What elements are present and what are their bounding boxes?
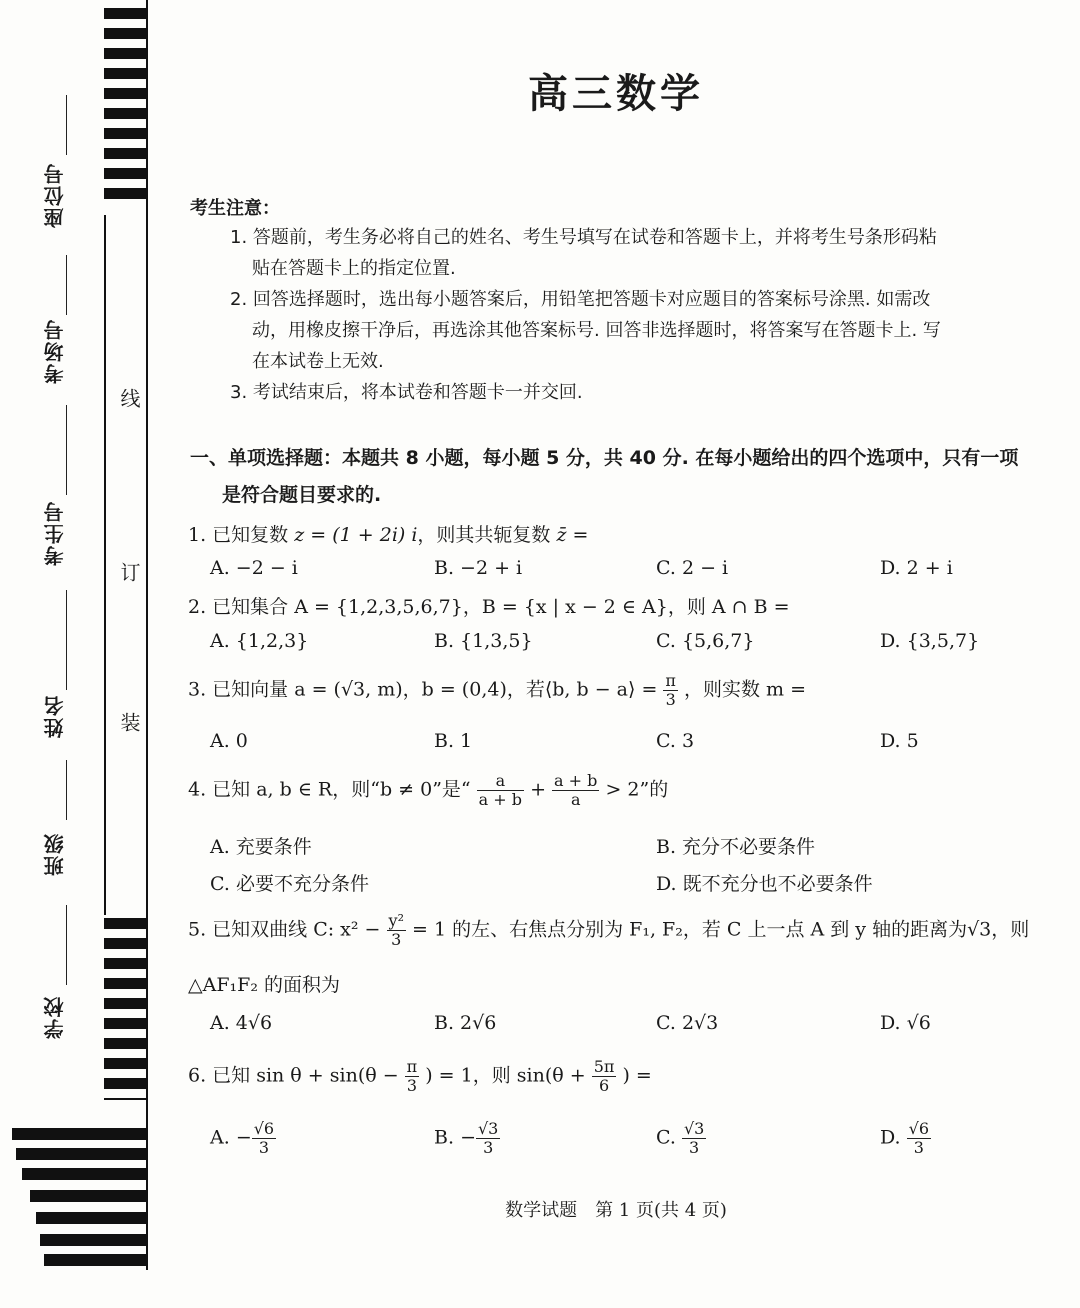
binding-word-line: 线 (117, 388, 141, 408)
fraction: $\frac{\text{y²}}{3}$ (388, 911, 404, 949)
q6-option-a: A. − $\frac{√6}{3}$ (210, 1119, 275, 1157)
seat-number-label: 座位号 (43, 162, 67, 228)
page-footer: 数学试题 第 1 页(共 4 页) (505, 1200, 727, 1221)
exam-title: 高三数学 (528, 71, 704, 117)
notice-heading: 考生注意： (190, 198, 280, 219)
fraction: $\frac{\pi}{3}$ (406, 1057, 418, 1095)
q5-option-a: A. 4√6 (210, 1012, 273, 1034)
q1-option-a: A. −2 − i (210, 557, 298, 579)
q2-option-c: C. {5,6,7} (656, 630, 755, 652)
margin-rule (66, 405, 67, 495)
corner-mark (40, 1234, 146, 1246)
q4-option-a: A. 充要条件 (210, 836, 312, 858)
q3-option-b: B. 1 (434, 730, 473, 752)
q2-option-b: B. {1,3,5} (434, 630, 533, 652)
q4-option-c: C. 必要不充分条件 (210, 873, 369, 895)
fraction: $\frac{\pi}{3}$ (665, 671, 676, 709)
binding-word-staple: 订 (117, 562, 141, 582)
binding-margin (0, 0, 160, 1308)
timing-marks-top (104, 8, 148, 208)
question-5: 5. 已知双曲线 C: x² − $\frac{\text{y²}}{3}$ = 1 的左、右焦点分别为 F₁, F₂，若 C 上一点 A 到 y 轴的距离为√3，则 (188, 911, 1030, 949)
question-3: 3. 已知向量 a = (√3, m)，b = (0,4)，若⟨b, b − a⟩ = $\frac{\pi}{3}$ ，则实数 m = (188, 671, 807, 709)
margin-border (146, 0, 148, 1270)
margin-rule (66, 590, 67, 690)
margin-rule (66, 760, 67, 820)
q1-option-d: D. 2 + i (880, 557, 953, 579)
question-6: 6. 已知 sin θ + sin(θ − $\frac{\pi}{3}$ ) = 1，则 sin(θ + $\frac{5\pi}{6}$ ) = (188, 1057, 652, 1095)
q5-option-c: C. 2√3 (656, 1012, 719, 1034)
notice-item: 3. 考试结束后，将本试卷和答题卡一并交回. (230, 382, 583, 403)
q4-option-b: B. 充分不必要条件 (656, 836, 816, 858)
margin-rule (66, 255, 67, 315)
question-4: 4. 已知 a, b ∈ R，则“b ≠ 0”是“ $\frac{a}{a + b}$ + $\frac{a + b}{a}$ > 2”的 (188, 771, 669, 809)
q3-option-d: D. 5 (880, 730, 919, 752)
corner-mark (36, 1212, 146, 1224)
margin-rule (66, 95, 67, 155)
corner-mark (16, 1148, 146, 1160)
binding-word-bind: 装 (117, 712, 141, 732)
q4-option-d: D. 既不充分也不必要条件 (656, 873, 873, 895)
q1-option-b: B. −2 + i (434, 557, 523, 579)
q5-option-b: B. 2√6 (434, 1012, 497, 1034)
q6-option-b: B. − $\frac{√3}{3}$ (434, 1119, 499, 1157)
margin-border (104, 1098, 148, 1100)
margin-border (104, 215, 106, 915)
corner-mark (44, 1254, 146, 1266)
q1-option-c: C. 2 − i (656, 557, 729, 579)
timing-marks-bottom (104, 918, 148, 1098)
question-1: 1. 已知复数 z = (1 + 2i) i，则其共轭复数 z̄ = (188, 524, 589, 546)
q6-option-d: D. $\frac{√6}{3}$ (880, 1119, 930, 1157)
q2-option-a: A. {1,2,3} (210, 630, 309, 652)
section-heading: 一、单项选择题：本题共 8 小题，每小题 5 分，共 40 分. 在每小题给出的四个选项中，只有一项 是符合题目要求的. (190, 447, 1019, 506)
fraction: $\frac{a + b}{a}$ (554, 771, 598, 809)
candidate-number-label: 考生号 (43, 500, 67, 566)
corner-mark (22, 1168, 146, 1180)
fraction: $\frac{a}{a + b}$ (478, 771, 523, 809)
q3-option-c: C. 3 (656, 730, 695, 752)
corner-mark (30, 1190, 146, 1202)
q6-option-c: C. $\frac{√3}{3}$ (656, 1119, 705, 1157)
exam-room-label: 考场号 (43, 318, 67, 384)
name-label: 姓名 (43, 694, 67, 738)
q3-option-a: A. 0 (210, 730, 248, 752)
notice-item: 2. 回答选择题时，选出每小题答案后，用铅笔把答题卡对应题目的答案标号涂黑. 如需改 动，用橡皮擦干净后，再选涂其他答案标号. 回答非选择题时，将答案写在答题卡上. 写 在本试卷上无效. (230, 289, 941, 372)
school-label: 学校 (43, 995, 67, 1039)
class-label: 班级 (43, 832, 67, 876)
corner-mark (12, 1128, 146, 1140)
notice-item: 1. 答题前，考生务必将自己的姓名、考生号填写在试卷和答题卡上，并将考生号条形码粘 贴在答题卡上的指定位置. (230, 227, 937, 279)
q5-option-d: D. √6 (880, 1012, 931, 1034)
margin-rule (66, 905, 67, 985)
fraction: $\frac{5\pi}{6}$ (593, 1057, 615, 1095)
question-5-continued: △AF₁F₂ 的面积为 (188, 974, 340, 996)
q2-option-d: D. {3,5,7} (880, 630, 980, 652)
question-2: 2. 已知集合 A = {1,2,3,5,6,7}，B = {x | x − 2 ∈ A}，则 A ∩ B = (188, 596, 790, 618)
